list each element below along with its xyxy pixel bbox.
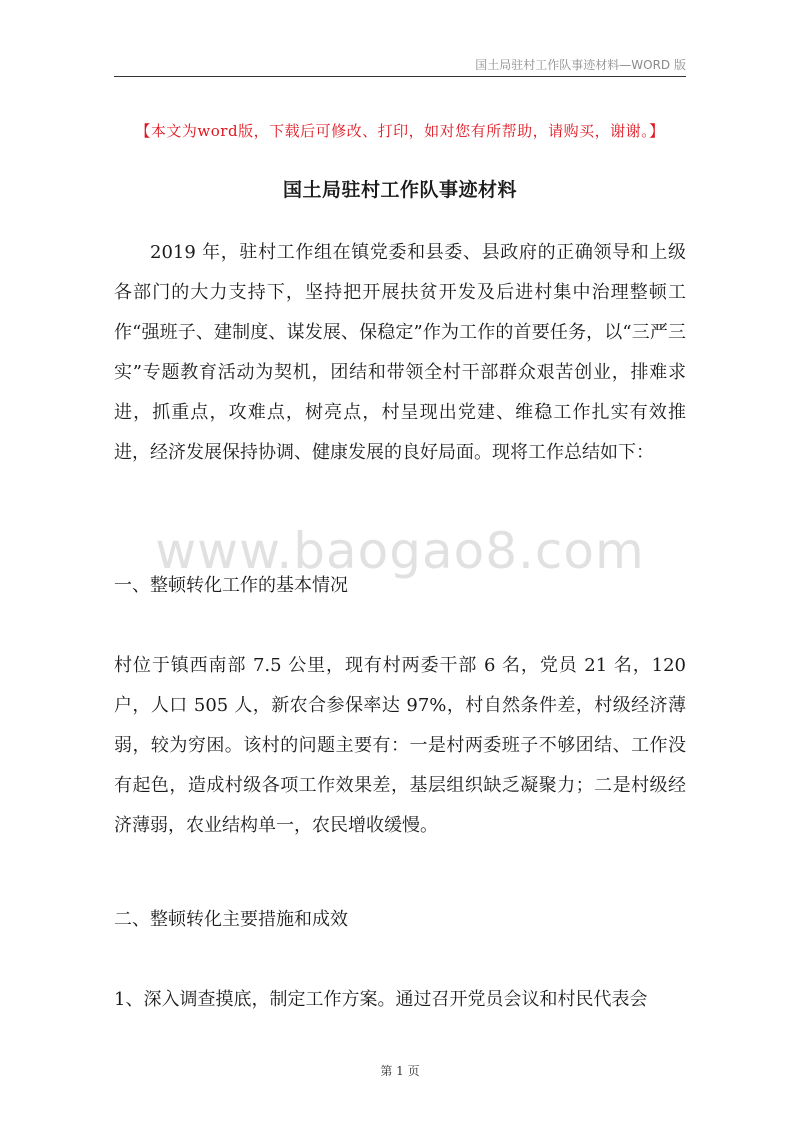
document-title: 国土局驻村工作队事迹材料 (282, 179, 517, 201)
section-1-heading: 一、整顿转化工作的基本情况 (114, 575, 348, 596)
watermark: www.baogao8.com (155, 522, 645, 580)
section-2-item-1: 1、深入调查摸底，制定工作方案。通过召开党员会议和村民代表会 (114, 989, 648, 1010)
page-number: 第 1 页 (380, 1064, 420, 1078)
intro-paragraph: 2019 年，驻村工作组在镇党委和县委、县政府的正确领导和上级各部门的大力支持下，坚持把开展扶贫开发及后进村集中治理整顿工作“强班子、建制度、谋发展、保稳定”作为工作的首要任务，以“三严三实”专题教育活动为契机，团结和带领全村干部群众艰苦创业，排难求进，抓重点，攻难点，树亮点，村呈现出党建、维稳工作扎实有效推进，经济发展保持协调、健康发展的良好局面。现将工作总结如下： (114, 242, 686, 463)
running-header: 国土局驻村工作队事迹材料—WORD 版 (475, 58, 686, 72)
section-1-paragraph: 村位于镇西南部 7.5 公里，现有村两委干部 6 名，党员 21 名，120 户，人口 505 人，新农合参保率达 97%，村自然条件差，村级经济薄弱，较为穷困。该村的问题主要有：一是村两委班子不够团结、工作没有起色，造成村级各项工作效果差，基层组织缺乏凝聚力；二是村级经济薄弱，农业结构单一，农民增收缓慢。 (114, 655, 686, 836)
header-rule (114, 76, 686, 77)
section-2-heading: 二、整顿转化主要措施和成效 (114, 909, 348, 930)
purchase-notice: 【本文为word版，下载后可修改、打印，如对您有所帮助，请购买，谢谢。】 (135, 122, 665, 140)
